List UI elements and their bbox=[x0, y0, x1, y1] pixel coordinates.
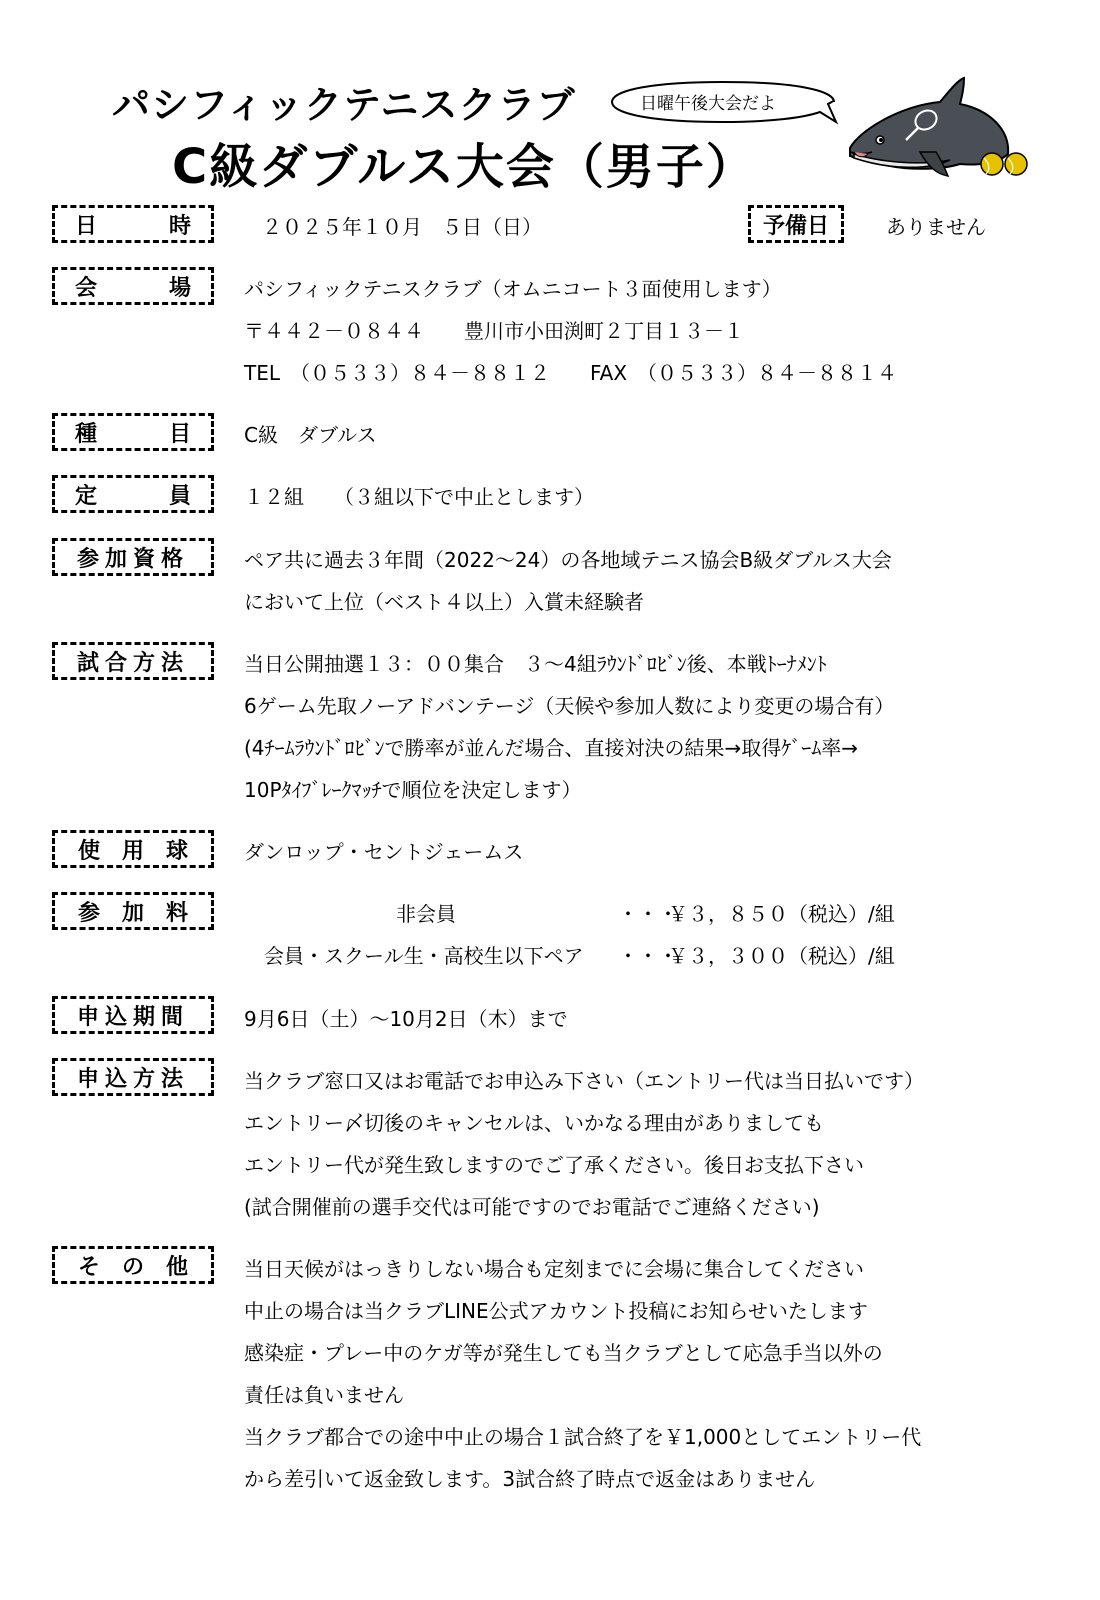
apply-method-line: 当クラブ窓口又はお電話でお申込み下さい（エントリー代は当日払いです） bbox=[244, 1069, 924, 1093]
other-line: 中止の場合は当クラブLINE公式アカウント投稿にお知らせいたします bbox=[244, 1299, 868, 1323]
club-name-title: パシフィックテニスクラブ bbox=[112, 83, 576, 127]
label-venue: 会 場 bbox=[52, 267, 214, 305]
label-eligibility: 参加資格 bbox=[52, 538, 214, 576]
apply-method-line: (試合開催前の選手交代は可能ですのでお電話でご連絡ください) bbox=[244, 1195, 820, 1219]
tournament-title: C級ダブルス大会（男子） bbox=[172, 139, 756, 195]
eligibility-line: において上位（ベスト４以上）入賞未経験者 bbox=[244, 590, 644, 614]
datetime-value: ２０２５年１０月 ５日（日） bbox=[262, 215, 542, 239]
label-fee: 参 加 料 bbox=[52, 892, 214, 930]
match-format-line: 6ゲーム先取ノーアドバンテージ（天候や参加人数により変更の場合有） bbox=[244, 694, 895, 718]
fee-who-member: 会員・スクール生・高校生以下ペア bbox=[264, 944, 584, 968]
label-datetime: 日 時 bbox=[52, 205, 214, 243]
ball-value: ダンロップ・セントジェームス bbox=[244, 840, 524, 864]
reserve-day-value: ありません bbox=[886, 215, 986, 239]
speech-bubble-text: 日曜午後大会だよ bbox=[640, 94, 776, 114]
other-line: 感染症・プレー中のケガ等が発生しても当クラブとして応急手当以外の bbox=[244, 1341, 883, 1365]
fee-dots: ・・・ bbox=[618, 902, 678, 926]
other-line: から差引いて返金致します。3試合終了時点で返金はありません bbox=[244, 1467, 816, 1491]
label-apply-method: 申込方法 bbox=[52, 1058, 214, 1096]
venue-line: パシフィックテニスクラブ（オムニコート３面使用します） bbox=[244, 277, 782, 301]
eligibility-line: ペア共に過去３年間（2022～24）の各地域テニス協会B級ダブルス大会 bbox=[244, 548, 892, 572]
apply-method-line: エントリー〆切後のキャンセルは、いかなる理由がありましても bbox=[244, 1111, 824, 1135]
match-format-line: (4ﾁｰﾑﾗｳﾝﾄﾞﾛﾋﾞﾝで勝率が並んだ場合、直接対決の結果→取得ｹﾞｰﾑ率→ bbox=[244, 736, 859, 760]
label-ball: 使 用 球 bbox=[52, 830, 214, 868]
label-capacity: 定 員 bbox=[52, 475, 214, 513]
label-event: 種 目 bbox=[52, 413, 214, 451]
other-line: 当日天候がはっきりしない場合も定刻までに会場に集合してください bbox=[244, 1257, 864, 1281]
other-line: 責任は負いません bbox=[244, 1383, 404, 1407]
label-apply-period: 申込期間 bbox=[52, 996, 214, 1034]
fee-amount-member: ￥３，３００（税込）/組 bbox=[668, 944, 895, 968]
label-other: そ の 他 bbox=[52, 1246, 214, 1284]
apply-method-line: エントリー代が発生致しますのでご了承ください。後日お支払下さい bbox=[244, 1153, 864, 1177]
apply-period-value: 9月6日（土）～10月2日（木）まで bbox=[244, 1007, 568, 1031]
venue-phone-fax: TEL （０５３３）８４－８８１２ FAX （０５３３）８４－８８１４ bbox=[244, 361, 898, 385]
label-reserve-day: 予備日 bbox=[748, 205, 844, 243]
fee-who-nonmember: 非会員 bbox=[396, 902, 456, 926]
fee-amount-nonmember: ￥３，８５０（税込）/組 bbox=[668, 902, 895, 926]
match-format-line: 10Pﾀｲﾌﾞﾚｰｸﾏｯﾁで順位を決定します） bbox=[244, 778, 582, 802]
other-line: 当クラブ都合での途中中止の場合１試合終了を￥1,000としてエントリー代 bbox=[244, 1425, 922, 1449]
event-value: C級 ダブルス bbox=[244, 423, 377, 447]
dolphin-mascot-icon bbox=[840, 70, 1040, 185]
venue-address: 〒４４２－０８４４ 豊川市小田渕町２丁目１３－１ bbox=[244, 319, 744, 343]
label-match-format: 試合方法 bbox=[52, 642, 214, 680]
match-format-line: 当日公開抽選１３：００集合 ３～4組ﾗｳﾝﾄﾞﾛﾋﾞﾝ後、本戦ﾄｰﾅﾒﾝﾄ bbox=[244, 652, 827, 676]
fee-dots: ・・・ bbox=[618, 944, 678, 968]
capacity-value: １２組 （３組以下で中止とします） bbox=[244, 485, 594, 509]
